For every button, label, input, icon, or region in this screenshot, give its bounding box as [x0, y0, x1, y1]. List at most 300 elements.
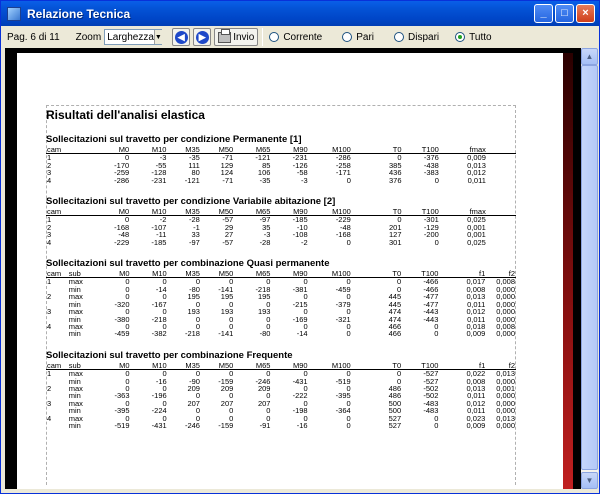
table-row: [46, 422, 516, 429]
table-cell: 124: [220, 168, 234, 178]
title-bar[interactable]: [1, 1, 599, 26]
table-cell: 0,000: [496, 284, 515, 294]
table-row: [46, 370, 516, 378]
table-cell: -11: [156, 230, 167, 240]
print-preview-area[interactable]: [5, 48, 581, 489]
table-cell: 0: [125, 413, 130, 423]
column-header: M10: [131, 362, 168, 370]
table-cell: -259: [114, 168, 130, 178]
column-header: cam: [46, 270, 68, 278]
table-cell: -395: [335, 391, 351, 401]
table-cell: -379: [335, 299, 351, 309]
table-cell: -1: [193, 222, 200, 232]
table-cell: 0: [266, 277, 271, 287]
table-cell: 445: [388, 292, 402, 302]
table-cell: 0: [229, 413, 234, 423]
table-cell: 0: [266, 321, 271, 331]
table-cell: [487, 169, 516, 176]
close-button[interactable]: ×: [576, 4, 595, 23]
table-cell: -80: [259, 329, 271, 339]
results-table: [46, 146, 516, 184]
table-row: [46, 316, 516, 323]
table-cell: 4: [47, 237, 52, 247]
table-cell: -224: [151, 406, 167, 416]
table-cell: -185: [151, 237, 167, 247]
minimize-button[interactable]: _: [534, 4, 553, 23]
column-header: M35: [168, 362, 201, 370]
maximize-button[interactable]: □: [555, 4, 574, 23]
table-cell: 4: [47, 175, 52, 185]
table-cell: 385: [389, 160, 402, 170]
table-cell: [487, 224, 516, 231]
table-cell: -55: [155, 160, 167, 170]
table-cell: 201: [388, 222, 402, 232]
app-icon: [7, 7, 21, 21]
table-cell: 0,009: [466, 420, 486, 430]
table-cell: 0: [162, 321, 167, 331]
table-cell: max: [68, 398, 83, 408]
column-header: M35: [168, 270, 201, 278]
table-cell: 445: [388, 299, 402, 309]
table-cell: -502: [423, 391, 439, 401]
table-cell: 33: [191, 230, 200, 240]
column-header: cam: [46, 146, 68, 154]
table-cell: -28: [259, 237, 271, 247]
column-header: M65: [234, 270, 271, 278]
table-cell: 0,001: [467, 222, 486, 232]
table-cell: -246: [255, 376, 271, 386]
table-cell: 0,017: [466, 277, 486, 287]
table-cell: 0,013: [496, 369, 515, 379]
table-cell: -215: [292, 299, 308, 309]
scroll-thumb[interactable]: [581, 65, 598, 470]
table-cell: -28: [188, 215, 200, 225]
table-cell: 0: [125, 292, 130, 302]
table-header-row: [46, 146, 516, 154]
table-header-row: [46, 270, 516, 278]
column-header: M100: [309, 362, 352, 370]
table-cell: 0: [346, 383, 351, 393]
table-cell: -459: [114, 329, 130, 339]
table-row: [46, 278, 516, 286]
table-cell: 0: [125, 383, 130, 393]
radio-pari[interactable]: [342, 32, 374, 43]
table-cell: -218: [184, 329, 200, 339]
table-cell: 0,001: [496, 383, 515, 393]
zoom-select[interactable]: [104, 29, 162, 45]
table-cell: -170: [114, 160, 130, 170]
column-header: M50: [201, 208, 234, 216]
table-cell: 474: [388, 314, 402, 324]
table-cell: 0: [346, 277, 351, 287]
table-cell: -3: [301, 175, 308, 185]
table-cell: 0: [303, 398, 308, 408]
column-header: M100: [309, 270, 352, 278]
radio-tutto[interactable]: [455, 32, 491, 43]
column-header: sub: [68, 362, 97, 370]
column-header: [487, 146, 516, 154]
table-row: [46, 330, 516, 337]
table-cell: [487, 154, 516, 162]
column-header: fmax: [440, 146, 487, 154]
table-cell: 0,001: [467, 230, 486, 240]
table-cell: -168: [114, 222, 130, 232]
radio-label: Tutto: [469, 31, 492, 43]
table-row: [46, 301, 516, 308]
table-row: [46, 378, 516, 385]
table-cell: 0,011: [467, 175, 486, 185]
next-page-button[interactable]: [193, 28, 211, 46]
table-cell: [487, 239, 516, 246]
scroll-down-button[interactable]: ▼: [581, 472, 598, 489]
table-cell: 0: [396, 277, 402, 287]
table-cell: 0: [125, 153, 130, 163]
table-cell: -320: [114, 299, 130, 309]
table-cell: 0: [229, 277, 234, 287]
table-cell: 0: [434, 175, 439, 185]
table-cell: -16: [155, 376, 167, 386]
arrow-left-icon: ◀: [175, 31, 188, 44]
table-cell: -466: [423, 284, 439, 294]
table-cell: -380: [114, 314, 130, 324]
table-cell: -185: [292, 215, 308, 225]
table-cell: 0: [162, 398, 167, 408]
table-cell: -71: [222, 153, 234, 163]
table-cell: 4: [47, 413, 52, 423]
table-cell: 0: [195, 314, 200, 324]
table-cell: min: [68, 420, 81, 430]
vertical-scrollbar[interactable]: [581, 48, 598, 489]
table-cell: 0,000: [496, 406, 515, 416]
table-cell: 0: [266, 406, 271, 416]
table-cell: 0: [266, 314, 271, 324]
column-header: T100: [402, 270, 439, 278]
table-cell: 2: [47, 292, 52, 302]
column-header: M35: [167, 208, 200, 216]
table-cell: 0: [346, 237, 351, 247]
table-cell: 0: [434, 413, 439, 423]
table-cell: -519: [335, 376, 351, 386]
column-header: f2: [486, 362, 516, 370]
table-cell: -200: [423, 230, 439, 240]
table-cell: -198: [292, 406, 308, 416]
table-cell: -14: [155, 284, 167, 294]
table-cell: -376: [423, 153, 439, 163]
column-header: M35: [167, 146, 200, 154]
table-cell: -97: [188, 237, 200, 247]
table-cell: -502: [423, 383, 439, 393]
radio-dot[interactable]: [455, 32, 465, 42]
table-cell: 0: [195, 369, 200, 379]
table-cell: 0: [229, 369, 234, 379]
column-header: f1: [439, 270, 486, 278]
table-cell: 0: [162, 413, 167, 423]
table-cell: [68, 162, 97, 169]
column-header: M0: [97, 208, 130, 216]
table-cell: 129: [220, 160, 234, 170]
table-cell: 3: [47, 168, 52, 178]
results-table: [46, 270, 516, 338]
column-header: M65: [234, 362, 271, 370]
table-cell: 0: [346, 329, 351, 339]
table-row: [46, 392, 516, 399]
table-cell: 0: [303, 383, 308, 393]
table-cell: -431: [151, 420, 167, 430]
table-cell: [68, 239, 97, 246]
table-cell: 193: [187, 307, 200, 317]
table-cell: -477: [423, 292, 439, 302]
table-cell: 0,011: [467, 391, 486, 401]
report-section: [46, 196, 516, 246]
table-cell: 0: [303, 307, 308, 317]
table-cell: -159: [218, 420, 234, 430]
table-cell: -382: [151, 329, 167, 339]
table-row: [46, 239, 516, 246]
table-cell: 1: [47, 277, 52, 287]
column-header: M0: [97, 146, 130, 154]
table-cell: 0,011: [467, 406, 486, 416]
table-cell: [46, 330, 68, 337]
table-cell: 0: [162, 277, 167, 287]
table-cell: max: [68, 307, 83, 317]
table-cell: 209: [187, 383, 200, 393]
column-header: sub: [68, 270, 97, 278]
table-cell: min: [68, 406, 81, 416]
table-cell: -477: [423, 299, 439, 309]
table-cell: 0,025: [467, 237, 486, 247]
table-cell: 0: [346, 321, 351, 331]
table-cell: -35: [188, 153, 200, 163]
table-cell: 0: [303, 321, 308, 331]
table-cell: 1: [47, 215, 52, 225]
table-cell: 0: [396, 284, 402, 294]
table-cell: -128: [151, 168, 167, 178]
table-row: [46, 177, 516, 184]
table-cell: 1: [47, 153, 52, 163]
table-cell: 207: [187, 398, 200, 408]
table-cell: -222: [292, 391, 308, 401]
table-cell: 2: [47, 222, 52, 232]
table-cell: 106: [257, 168, 271, 178]
column-header: cam: [46, 362, 68, 370]
table-cell: [46, 422, 68, 429]
report-section: [46, 258, 516, 338]
table-cell: max: [68, 413, 83, 423]
zoom-label: Zoom: [75, 31, 102, 43]
table-cell: -97: [259, 215, 271, 225]
table-cell: -229: [335, 215, 351, 225]
table-cell: 0,008: [496, 321, 515, 331]
table-cell: -80: [189, 284, 200, 294]
table-cell: -258: [335, 160, 351, 170]
table-cell: 111: [188, 160, 200, 170]
send-label: Invio: [233, 31, 255, 43]
table-cell: max: [68, 277, 83, 287]
window-title: Relazione Tecnica: [27, 6, 131, 21]
table-cell: 0: [434, 420, 439, 430]
column-header: M10: [130, 146, 167, 154]
printer-icon: [218, 32, 231, 43]
table-cell: 0: [162, 307, 167, 317]
table-header-row: [46, 208, 516, 216]
table-cell: 0: [125, 215, 130, 225]
column-header: M90: [271, 270, 308, 278]
table-cell: 0: [346, 175, 351, 185]
radio-corrente[interactable]: [269, 32, 322, 43]
table-cell: 0: [346, 413, 351, 423]
table-cell: [68, 154, 97, 162]
table-cell: max: [68, 369, 83, 379]
table-cell: -121: [184, 175, 200, 185]
table-cell: 3: [47, 398, 52, 408]
table-cell: 193: [220, 307, 234, 317]
table-cell: -483: [423, 406, 439, 416]
results-table: [46, 208, 516, 246]
column-header: [68, 146, 97, 154]
table-cell: -321: [335, 314, 351, 324]
column-header: M50: [201, 270, 234, 278]
column-header: M0: [97, 362, 130, 370]
scroll-up-button[interactable]: ▲: [581, 48, 598, 65]
table-cell: -519: [114, 420, 130, 430]
table-cell: -381: [292, 284, 308, 294]
table-cell: -107: [151, 222, 167, 232]
column-header: M10: [131, 270, 168, 278]
table-cell: 0,011: [467, 314, 486, 324]
table-cell: 0,000: [496, 292, 515, 302]
table-cell: max: [68, 383, 83, 393]
table-cell: -363: [114, 391, 130, 401]
radio-dispari[interactable]: [394, 32, 439, 43]
table-cell: 0: [303, 292, 308, 302]
table-cell: 0: [229, 314, 234, 324]
table-cell: -229: [114, 237, 130, 247]
radio-dot[interactable]: [342, 32, 352, 42]
table-cell: 466: [388, 321, 402, 331]
table-cell: 0,011: [467, 299, 486, 309]
table-cell: 0: [434, 237, 439, 247]
table-cell: 195: [220, 292, 234, 302]
table-cell: min: [68, 329, 81, 339]
table-cell: -141: [218, 284, 234, 294]
table-cell: 0,000: [496, 299, 515, 309]
toolbar: [2, 26, 598, 48]
table-cell: 0: [397, 153, 402, 163]
table-cell: 0: [266, 413, 271, 423]
table-cell: 0: [195, 277, 200, 287]
table-cell: -167: [151, 299, 167, 309]
table-row: [46, 407, 516, 414]
table-cell: 195: [187, 292, 200, 302]
table-cell: 0,000: [496, 376, 515, 386]
table-cell: 0,000: [496, 329, 515, 339]
table-cell: 436: [389, 168, 402, 178]
table-cell: 0: [434, 329, 439, 339]
table-cell: 27: [224, 230, 234, 240]
table-cell: 0: [303, 413, 308, 423]
table-cell: 0: [162, 383, 167, 393]
table-cell: 0,012: [467, 168, 486, 178]
table-cell: 301: [388, 237, 402, 247]
table-cell: -2: [159, 215, 167, 225]
column-header: [487, 208, 516, 216]
table-cell: -126: [292, 160, 308, 170]
table-cell: -443: [423, 307, 439, 317]
report-section: [46, 350, 516, 430]
table-cell: -90: [189, 376, 200, 386]
table-cell: 3: [47, 230, 52, 240]
radio-label: Corrente: [283, 31, 323, 43]
column-header: M0: [97, 270, 130, 278]
table-cell: max: [68, 321, 83, 331]
table-cell: -57: [222, 237, 234, 247]
table-cell: 500: [388, 406, 402, 416]
table-cell: 193: [257, 307, 271, 317]
table-cell: 0,013: [466, 292, 486, 302]
table-cell: 0: [125, 321, 130, 331]
document-content: [46, 105, 516, 429]
column-header: M90: [271, 146, 308, 154]
table-cell: 0: [125, 277, 130, 287]
table-cell: -159: [218, 376, 234, 386]
table-cell: 127: [388, 230, 402, 240]
table-cell: 0: [346, 307, 351, 317]
column-header: T0: [352, 270, 402, 278]
chevron-down-icon[interactable]: ▼: [154, 30, 162, 44]
table-cell: -58: [296, 168, 308, 178]
radio-dot[interactable]: [269, 32, 279, 42]
table-cell: min: [68, 284, 81, 294]
column-header: M50: [201, 362, 234, 370]
table-cell: 195: [257, 292, 271, 302]
table-cell: -196: [151, 391, 167, 401]
table-cell: 0,000: [496, 307, 515, 317]
table-cell: -438: [423, 160, 439, 170]
table-cell: 0: [434, 321, 439, 331]
table-cell: 0: [125, 284, 130, 294]
table-cell: 29: [224, 222, 234, 232]
table-cell: 0: [303, 277, 308, 287]
table-cell: [68, 231, 97, 238]
column-header: M50: [201, 146, 234, 154]
column-header: T100: [402, 362, 439, 370]
table-cell: -218: [151, 314, 167, 324]
table-cell: 0: [266, 299, 271, 309]
table-cell: 0: [195, 391, 200, 401]
table-cell: 0,000: [496, 420, 515, 430]
toolbar-separator: [262, 28, 263, 46]
table-cell: 4: [47, 321, 52, 331]
table-cell: 0: [396, 376, 402, 386]
send-button[interactable]: [214, 28, 258, 46]
table-cell: 0: [125, 398, 130, 408]
table-row: [46, 224, 516, 231]
table-cell: -108: [292, 230, 308, 240]
table-cell: -459: [335, 284, 351, 294]
table-cell: -231: [151, 175, 167, 185]
radio-dot[interactable]: [394, 32, 404, 42]
previous-page-button[interactable]: [172, 28, 190, 46]
table-cell: 0: [396, 369, 402, 379]
column-header: T0: [352, 362, 402, 370]
column-header: fmax: [440, 208, 487, 216]
table-cell: 0: [125, 307, 130, 317]
table-cell: [487, 177, 516, 184]
table-cell: 0: [125, 369, 130, 379]
radio-label: Pari: [356, 31, 375, 43]
column-header: M90: [271, 208, 308, 216]
section-heading: Sollecitazioni sul travetto per condizione Variabile abitazione [2]: [46, 196, 336, 208]
